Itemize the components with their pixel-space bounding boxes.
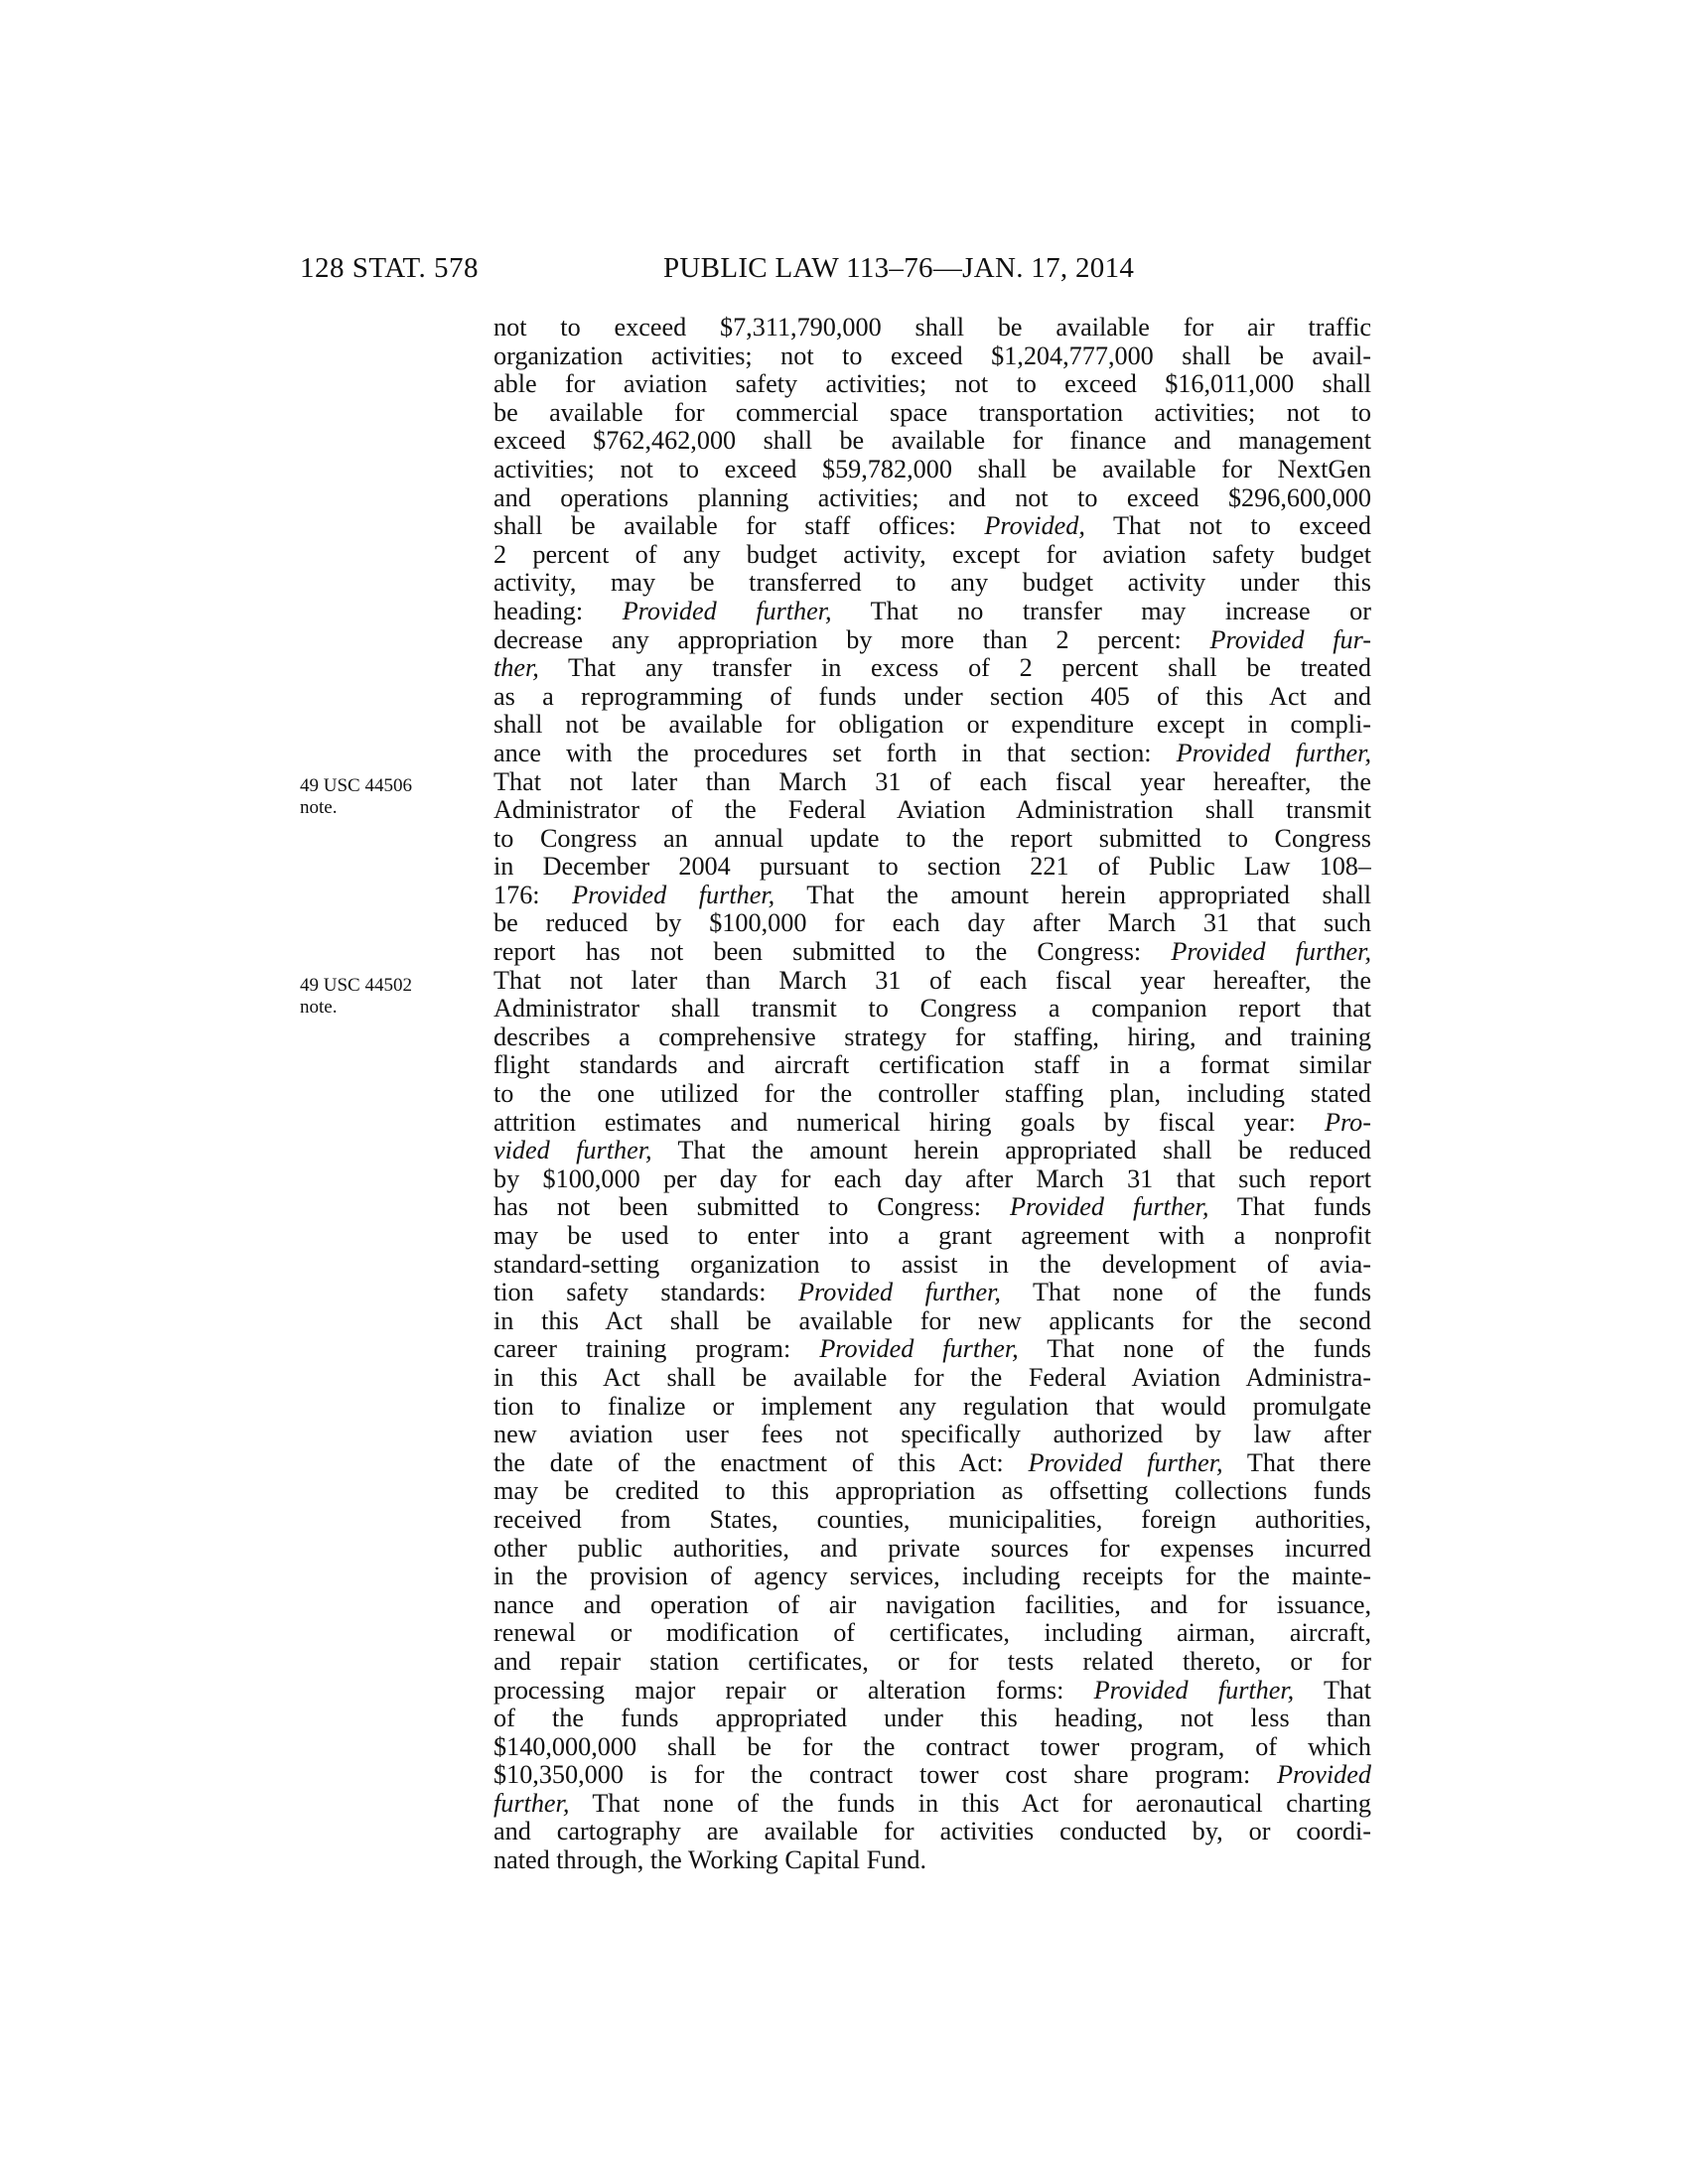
text-run: That not to exceed: [1084, 512, 1371, 541]
body-line: [493, 484, 1371, 513]
text-run: new aviation user fees not specifically authorized by law after: [493, 1421, 1371, 1449]
text-run: may be used to enter into a grant agreement with a nonprofit: [493, 1222, 1371, 1250]
italic-phrase: Provided further,: [1171, 938, 1371, 967]
text-run: to Congress an annual update to the report submitted to Congress: [493, 824, 1371, 853]
text-run: That none of the funds in this Act for aeronautical charting: [569, 1789, 1371, 1818]
text-run: That there: [1222, 1448, 1371, 1477]
body-line: [493, 1535, 1371, 1564]
margin-note-label: note.: [300, 997, 338, 1018]
text-run: nance and operation of air navigation facilities, and for issuance,: [493, 1590, 1371, 1619]
margin-note-label: note.: [300, 797, 338, 818]
body-line: [493, 1648, 1371, 1677]
text-run: $10,350,000 is for the contract tower cost share program:: [493, 1761, 1277, 1790]
body-line: [493, 1051, 1371, 1080]
text-run: That the amount herein appropriated shall be reduced: [651, 1137, 1371, 1165]
text-run: processing major repair or alteration forms:: [493, 1676, 1094, 1705]
text-run: decrease any appropriation by more than 2 percent:: [493, 625, 1210, 654]
margin-note-usc-44502: [300, 975, 449, 1019]
body-line: [493, 1307, 1371, 1336]
text-run: other public authorities, and private sources for expenses incurred: [493, 1534, 1371, 1563]
body-line: [493, 995, 1371, 1024]
text-run: That any transfer in excess of 2 percent shall be treated: [538, 654, 1371, 683]
italic-phrase: further,: [493, 1789, 570, 1818]
text-run: report has not been submitted to the Congress:: [493, 938, 1172, 967]
text-run: That no transfer may increase or: [831, 597, 1371, 625]
body-line: [493, 1449, 1371, 1478]
text-run: not to exceed $7,311,790,000 shall be available for air traffic: [493, 314, 1371, 341]
margin-note-usc-44506: [300, 775, 449, 819]
text-run: $140,000,000 shall be for the contract tower program, of which: [493, 1732, 1371, 1761]
italic-phrase: Provided further,: [622, 597, 832, 625]
body-line: [493, 740, 1371, 768]
text-run: in December 2004 pursuant to section 221 of Public Law 108–: [493, 853, 1371, 882]
statute-body-text: [493, 314, 1371, 1875]
italic-phrase: Provided further,: [1176, 739, 1371, 767]
italic-phrase: vided further,: [493, 1137, 652, 1165]
body-line: [493, 314, 1371, 342]
body-line: [493, 683, 1371, 712]
text-run: describes a comprehensive strategy for staffing, hiring, and training: [493, 1023, 1371, 1051]
body-line: [493, 1193, 1371, 1222]
text-run: Administrator shall transmit to Congress a companion report that: [493, 995, 1371, 1024]
text-run: able for aviation safety activities; not to exceed $16,011,000 shall: [493, 370, 1371, 399]
italic-phrase: Provided further,: [572, 881, 775, 909]
text-run: That none of the funds: [1000, 1279, 1371, 1307]
body-line: [493, 1619, 1371, 1648]
body-line: [493, 1591, 1371, 1620]
italic-phrase: Provided further,: [819, 1335, 1019, 1364]
body-line: [493, 427, 1371, 456]
text-run: be available for commercial space transportation activities; not to: [493, 398, 1371, 427]
text-run: That: [1294, 1676, 1371, 1705]
text-run: That none of the funds: [1018, 1335, 1371, 1364]
text-run: organization activities; not to exceed $1,204,777,000 shall be avail-: [493, 341, 1371, 370]
body-line: [493, 370, 1371, 399]
text-run: received from States, counties, municipalities, foreign authorities,: [493, 1505, 1371, 1534]
text-run: 176:: [493, 881, 573, 909]
body-line: [493, 1790, 1371, 1819]
text-run: in this Act shall be available for new applicants for the second: [493, 1306, 1371, 1335]
italic-phrase: Provided fur-: [1209, 625, 1371, 654]
italic-phrase: Provided further,: [1093, 1676, 1295, 1705]
text-run: and repair station certificates, or for tests related thereto, or for: [493, 1647, 1371, 1676]
italic-phrase: Provided further,: [798, 1279, 1001, 1307]
stat-page-number: 128 STAT. 578: [300, 252, 480, 284]
body-line: [493, 1477, 1371, 1506]
text-run: and operations planning activities; and not to exceed $296,600,000: [493, 483, 1371, 512]
text-run: tion to finalize or implement any regulation that would promulgate: [493, 1392, 1371, 1421]
italic-phrase: Provided further,: [1010, 1193, 1209, 1222]
body-line: [493, 1279, 1371, 1307]
text-run: That not later than March 31 of each fiscal year hereafter, the: [493, 767, 1371, 796]
text-run: activities; not to exceed $59,782,000 shall be available for NextGen: [493, 455, 1371, 483]
body-line: [493, 1761, 1371, 1790]
text-run: in the provision of agency services, including receipts for the mainte-: [493, 1563, 1371, 1591]
italic-phrase: ther,: [493, 654, 539, 683]
text-run: may be credited to this appropriation as offsetting collections funds: [493, 1477, 1371, 1506]
body-line: [493, 1677, 1371, 1706]
body-line: [493, 796, 1371, 825]
body-line: [493, 1080, 1371, 1109]
text-run: heading:: [493, 597, 623, 625]
text-run: flight standards and aircraft certification staff in a format similar: [493, 1051, 1371, 1080]
text-run: Administrator of the Federal Aviation Administration shall transmit: [493, 796, 1371, 825]
body-line: [493, 768, 1371, 797]
italic-phrase: Provided further,: [1028, 1448, 1223, 1477]
body-line: [493, 1846, 1371, 1875]
text-run: to the one utilized for the controller staffing plan, including stated: [493, 1080, 1371, 1109]
text-run: has not been submitted to Congress:: [493, 1193, 1010, 1222]
body-line: [493, 569, 1371, 598]
text-run: and cartography are available for activities conducted by, or coordi-: [493, 1818, 1371, 1846]
body-line: [493, 882, 1371, 910]
body-line: [493, 654, 1371, 683]
text-run: That funds: [1208, 1193, 1371, 1222]
body-line: [493, 1335, 1371, 1364]
public-law-title: PUBLIC LAW 113–76—JAN. 17, 2014: [663, 252, 1135, 284]
body-line: [493, 938, 1371, 967]
text-run: of the funds appropriated under this heading, not less than: [493, 1705, 1371, 1733]
body-line: [493, 399, 1371, 428]
text-run: activity, may be transferred to any budget activity under this: [493, 569, 1371, 598]
body-line: [493, 541, 1371, 570]
body-line: [493, 342, 1371, 371]
text-run: tion safety standards:: [493, 1279, 799, 1307]
body-line: [493, 626, 1371, 655]
text-run: in this Act shall be available for the Federal Aviation Administra-: [493, 1363, 1371, 1392]
text-run: attrition estimates and numerical hiring goals by fiscal year:: [493, 1108, 1325, 1137]
text-run: as a reprogramming of funds under section 405 of this Act and: [493, 682, 1371, 711]
body-line: [493, 598, 1371, 626]
text-run: ance with the procedures set forth in that section:: [493, 739, 1177, 767]
body-line: [493, 1137, 1371, 1165]
body-line: [493, 967, 1371, 996]
text-run: exceed $762,462,000 shall be available for finance and management: [493, 427, 1371, 456]
italic-phrase: Provided,: [984, 512, 1085, 541]
margin-note-citation: 49 USC 44502: [300, 975, 412, 996]
text-run: by $100,000 per day for each day after March 31 that such report: [493, 1164, 1371, 1193]
body-line: [493, 1421, 1371, 1449]
text-run: be reduced by $100,000 for each day after March 31 that such: [493, 909, 1371, 938]
text-run: That not later than March 31 of each fiscal year hereafter, the: [493, 966, 1371, 995]
italic-phrase: Provided: [1276, 1761, 1371, 1790]
body-line: [493, 512, 1371, 541]
body-line: [493, 1165, 1371, 1194]
text-run: standard-setting organization to assist in the development of avia-: [493, 1250, 1371, 1279]
body-line: [493, 825, 1371, 854]
body-line: [493, 853, 1371, 882]
body-line: [493, 1222, 1371, 1251]
text-run: That the amount herein appropriated shall: [774, 881, 1371, 909]
body-line: [493, 1818, 1371, 1846]
body-line: [493, 1393, 1371, 1422]
text-run: shall not be available for obligation or expenditure except in compli-: [493, 711, 1371, 740]
body-line: [493, 1563, 1371, 1591]
text-run: career training program:: [493, 1335, 820, 1364]
text-run: the date of the enactment of this Act:: [493, 1448, 1029, 1477]
body-line: [493, 1733, 1371, 1762]
text-run: 2 percent of any budget activity, except for aviation safety budget: [493, 540, 1371, 569]
running-header: [300, 252, 1303, 292]
body-line: [493, 1705, 1371, 1733]
body-line: [493, 456, 1371, 484]
text-run: renewal or modification of certificates, including airman, aircraft,: [493, 1619, 1371, 1648]
body-line: [493, 1109, 1371, 1138]
margin-note-citation: 49 USC 44506: [300, 775, 412, 796]
text-run: nated through, the Working Capital Fund.: [493, 1846, 926, 1875]
body-line: [493, 711, 1371, 740]
text-run: shall be available for staff offices:: [493, 512, 985, 541]
body-line: [493, 1251, 1371, 1280]
body-line: [493, 1364, 1371, 1393]
body-line: [493, 1506, 1371, 1535]
italic-phrase: Pro-: [1324, 1108, 1371, 1137]
body-line: [493, 1024, 1371, 1052]
body-line: [493, 909, 1371, 938]
